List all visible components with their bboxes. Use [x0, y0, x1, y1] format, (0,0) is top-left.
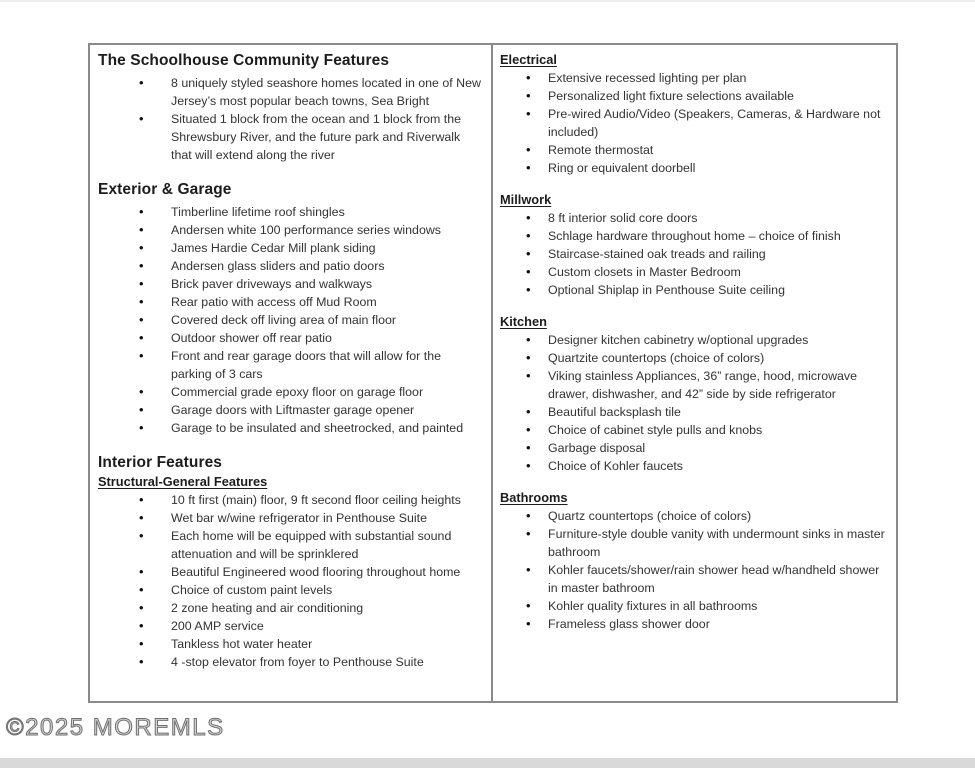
feature-item: • Staircase-stained oak treads and railing	[500, 245, 888, 263]
feature-item: • Choice of Kohler faucets	[500, 457, 888, 475]
bathrooms-list	[500, 507, 888, 633]
feature-item: • Extensive recessed lighting per plan	[500, 69, 888, 87]
feature-item: • Optional Shiplap in Penthouse Suite ceiling	[500, 281, 888, 299]
feature-item: • 8 uniquely styled seashore homes located in one of New Jersey’s most popular beach towns, Sea Bright	[98, 74, 481, 110]
feature-item: • Beautiful backsplash tile	[500, 403, 888, 421]
feature-item: • Kohler quality fixtures in all bathrooms	[500, 597, 888, 615]
feature-item: • 8 ft interior solid core doors	[500, 209, 888, 227]
section-kitchen	[500, 313, 888, 475]
feature-item: • James Hardie Cedar Mill plank siding	[98, 239, 481, 257]
page-bottom-strip	[0, 758, 975, 768]
feature-item: • Quartz countertops (choice of colors)	[500, 507, 888, 525]
subsection-heading-structural-general: Structural-General Features	[98, 474, 268, 489]
feature-item: • Choice of cabinet style pulls and knobs	[500, 421, 888, 439]
feature-item: • Garage doors with Liftmaster garage opener	[98, 401, 481, 419]
feature-item: • 200 AMP service	[98, 617, 481, 635]
interior-features-list	[98, 491, 481, 671]
electrical-list	[500, 69, 888, 177]
feature-item: • Front and rear garage doors that will allow for the parking of 3 cars	[98, 347, 481, 383]
feature-item: • Outdoor shower off rear patio	[98, 329, 481, 347]
feature-item: • Remote thermostat	[500, 141, 888, 159]
millwork-list	[500, 209, 888, 299]
section-heading-bathrooms: Bathrooms	[500, 490, 568, 505]
feature-item: • Choice of custom paint levels	[98, 581, 481, 599]
feature-item: • Covered deck off living area of main floor	[98, 311, 481, 329]
feature-item: • Frameless glass shower door	[500, 615, 888, 633]
section-heading-millwork: Millwork	[500, 192, 552, 207]
feature-item: • 2 zone heating and air conditioning	[98, 599, 481, 617]
section-heading-exterior-garage: Exterior & Garage	[98, 181, 232, 198]
section-heading-kitchen: Kitchen	[500, 314, 547, 329]
feature-item: • Beautiful Engineered wood flooring throughout home	[98, 563, 481, 581]
features-table	[88, 43, 898, 703]
community-features-list	[98, 74, 481, 164]
section-interior-features	[98, 453, 481, 671]
feature-item: • Custom closets in Master Bedroom	[500, 263, 888, 281]
feature-item: • Quartzite countertops (choice of colors)	[500, 349, 888, 367]
feature-item: • Designer kitchen cabinetry w/optional upgrades	[500, 331, 888, 349]
feature-item: • Rear patio with access off Mud Room	[98, 293, 481, 311]
exterior-garage-list	[98, 203, 481, 437]
feature-item: • Pre-wired Audio/Video (Speakers, Cameras, & Hardware not included)	[500, 105, 888, 141]
mls-copyright-watermark: ©2025 MOREMLS	[6, 714, 225, 741]
page-top-edge	[0, 0, 975, 2]
section-bathrooms	[500, 489, 888, 633]
feature-item: • Garage to be insulated and sheetrocked, and painted	[98, 419, 481, 437]
section-community-features	[98, 51, 481, 164]
feature-item: • 4 -stop elevator from foyer to Penthouse Suite	[98, 653, 481, 671]
feature-item: • Schlage hardware throughout home – choice of finish	[500, 227, 888, 245]
feature-item: • Ring or equivalent doorbell	[500, 159, 888, 177]
feature-item: • Garbage disposal	[500, 439, 888, 457]
feature-item: • Situated 1 block from the ocean and 1 block from the Shrewsbury River, and the future park and Riverwalk that will extend along the river	[98, 110, 481, 164]
feature-item: • Brick paver driveways and walkways	[98, 275, 481, 293]
feature-item: • Andersen glass sliders and patio doors	[98, 257, 481, 275]
feature-item: • Andersen white 100 performance series windows	[98, 221, 481, 239]
section-millwork	[500, 191, 888, 299]
section-heading-interior-features: Interior Features	[98, 454, 223, 471]
feature-item: • Commercial grade epoxy floor on garage floor	[98, 383, 481, 401]
section-exterior-garage	[98, 180, 481, 437]
feature-item: • Tankless hot water heater	[98, 635, 481, 653]
feature-item: • Each home will be equipped with substantial sound attenuation and will be sprinklered	[98, 527, 481, 563]
left-column	[90, 45, 493, 701]
feature-item: • Furniture-style double vanity with undermount sinks in master bathroom	[500, 525, 888, 561]
kitchen-list	[500, 331, 888, 475]
feature-item: • Kohler faucets/shower/rain shower head w/handheld shower in master bathroom	[500, 561, 888, 597]
section-heading-electrical: Electrical	[500, 52, 557, 67]
section-electrical	[500, 51, 888, 177]
section-heading-community-features: The Schoolhouse Community Features	[98, 52, 390, 69]
feature-item: • Viking stainless Appliances, 36” range, hood, microwave drawer, dishwasher, and 42” side by side refrigerator	[500, 367, 888, 403]
feature-item: • 10 ft first (main) floor, 9 ft second floor ceiling heights	[98, 491, 481, 509]
feature-item: • Personalized light fixture selections available	[500, 87, 888, 105]
right-column	[493, 45, 896, 701]
feature-item: • Timberline lifetime roof shingles	[98, 203, 481, 221]
feature-item: • Wet bar w/wine refrigerator in Penthouse Suite	[98, 509, 481, 527]
